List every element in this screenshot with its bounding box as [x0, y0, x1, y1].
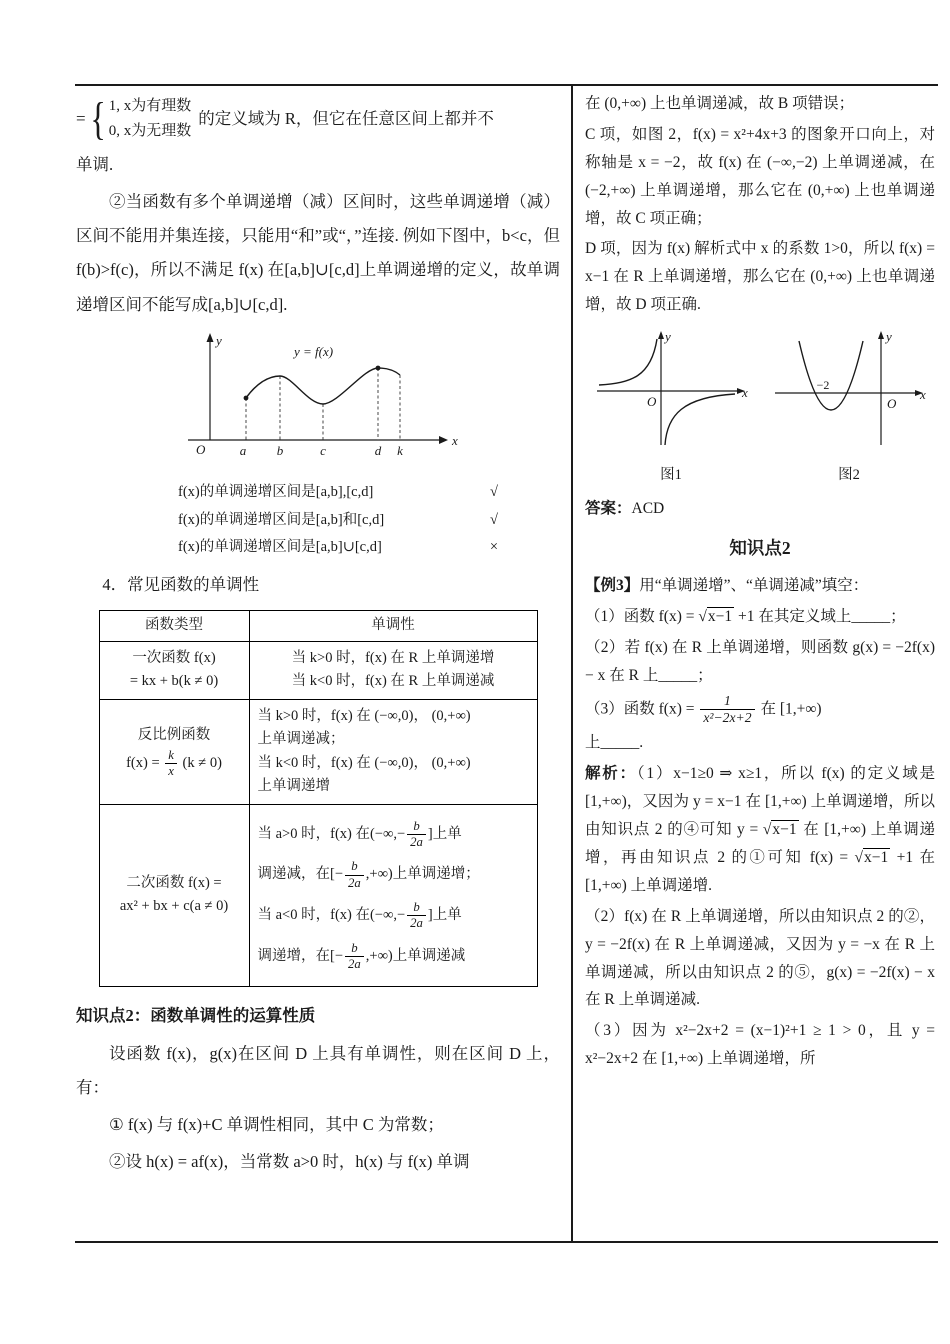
- option-b-paragraph: 在 (0,+∞) 上也单调递减，故 B 项错误；: [585, 95, 855, 112]
- table-header-function-type: 函数类型: [99, 611, 249, 641]
- left-column: [76, 94, 560, 1183]
- sqrt-sign: √: [698, 608, 707, 626]
- linear-type-line-2: = kx + b(k ≠ 0): [129, 673, 219, 690]
- statement-text: f(x)的单调递增区间是[a,b]和[c,d]: [178, 511, 385, 528]
- fraction-numerator: b: [407, 819, 426, 835]
- reciprocal-mono-line-2: 上单调递减；: [257, 731, 345, 748]
- figure-x-axis-label: x: [452, 433, 458, 449]
- fraction-one-over-quadratic: [700, 693, 754, 727]
- common-functions-heading: 4．常见函数的单调性: [102, 575, 260, 595]
- figure-tick-b: b: [276, 443, 284, 459]
- statement-mark: ×: [489, 539, 498, 556]
- sol1-b: 在 [1,+∞) 上单调递增，再由知识点 2 的①可知 f(x) =: [585, 821, 935, 866]
- reciprocal-formula-pre: f(x) =: [126, 754, 160, 771]
- quadratic-line-post: ]上单: [427, 907, 462, 924]
- reciprocal-mono-line-1: 当 k>0 时，f(x) 在 (−∞,0)， (0,+∞): [257, 707, 471, 724]
- solution-1-paragraph: [585, 760, 935, 899]
- square-root: [763, 820, 799, 838]
- reciprocal-mono-line-3: 当 k<0 时，f(x) 在 (−∞,0)， (0,+∞): [257, 754, 471, 771]
- fig2-origin-label: O: [886, 396, 896, 412]
- example-3-tag: 【例3】: [585, 577, 640, 595]
- answer-value: ACD: [631, 499, 665, 517]
- figure-2-caption: 图2: [838, 467, 860, 484]
- piecewise-definition: [76, 94, 560, 144]
- piecewise-cases: [109, 94, 192, 144]
- table-row-reciprocal: [99, 699, 537, 804]
- sol1-a: （1）x−1≥0 ⇒ x≥1，所以 f(x) 的定义域是 [1,+∞)，又因为 y = x−1 在 [1,+∞) 上单调递增，所以由知识点 2 的④可知 y =: [585, 765, 935, 839]
- fraction-denominator: 2a: [348, 875, 361, 890]
- sqrt-radicand: x−1: [864, 849, 889, 866]
- statement-text: f(x)的单调递增区间是[a,b]∪[c,d]: [178, 539, 382, 556]
- fig2-x-axis-label: x: [919, 387, 926, 403]
- figure-1-block: [587, 327, 755, 487]
- solution-2-paragraph: （2）f(x) 在 R 上单调递增，所以由知识点 2 的②，y = −2f(x) 在 R 上单调递减，又因为 y = −x 在 R 上单调递减，所以由知识点 2 的⑤，g(x) = −2f(x) − x 在 R 上单调递减.: [585, 907, 935, 1009]
- quadratic-mono-line-1: [258, 819, 529, 851]
- fig2-y-axis-label: y: [885, 329, 892, 345]
- monotonicity-table: [99, 610, 538, 987]
- reciprocal-monotonicity-cell: [249, 699, 537, 804]
- quadratic-line-post: ,+∞)上单调递减: [365, 947, 466, 964]
- table-header-row: [99, 611, 537, 641]
- answer-figures-row: [587, 327, 933, 487]
- right-column: [585, 90, 935, 1076]
- quadratic-type-line-2: ax² + bx + c(a ≠ 0): [119, 898, 229, 915]
- option-d-paragraph: D 项，因为 f(x) 解析式中 x 的系数 1>0，所以 f(x) = x−1 在 R 上单调递增，那么它在 (0,+∞) 上也单调递增，故 D 项正确.: [585, 240, 935, 314]
- figure-1-svg: [589, 327, 754, 453]
- interval-statements: [178, 479, 498, 562]
- sol1-c: +1 在 [1,+∞) 上单调递增.: [585, 849, 935, 894]
- fraction-denominator: 2a: [410, 916, 423, 931]
- function-graph-svg: [168, 328, 468, 463]
- quadratic-mono-line-3: [258, 900, 529, 932]
- piecewise-continuation: 单调.: [76, 154, 114, 174]
- linear-function-type-cell: [99, 641, 249, 699]
- figure-tick-c: c: [320, 443, 326, 459]
- figure-y-axis-label: y: [216, 333, 222, 349]
- fraction-numerator: b: [407, 900, 426, 916]
- sqrt-radicand: x−1: [707, 608, 733, 626]
- top-rule: [75, 84, 938, 86]
- reciprocal-mono-line-4: 上单调递增: [257, 778, 330, 795]
- quadratic-line-pre: 调递减，在[−: [257, 866, 344, 883]
- q3-pre: （3）函数 f(x) =: [585, 700, 699, 718]
- quadratic-line-pre: 当 a>0 时，f(x) 在(−∞,−: [257, 825, 406, 842]
- q1-post: +1 在其定义域上_____；: [734, 608, 906, 626]
- sqrt-radicand: x−1: [772, 821, 797, 839]
- fraction-b-over-2a: [407, 900, 426, 932]
- linear-type-line-1: 一次函数 f(x): [132, 649, 216, 666]
- statement-mark: √: [490, 484, 498, 501]
- figure-tick-k: k: [397, 443, 403, 459]
- figure-tick-a: a: [239, 443, 247, 459]
- example-3-text: 用“单调递增”、“单调递减”填空：: [639, 577, 869, 595]
- figure-1-caption: 图1: [660, 467, 682, 484]
- statement-text: f(x)的单调递增区间是[a,b],[c,d]: [178, 484, 374, 501]
- fraction-denominator: x: [168, 763, 174, 778]
- table-row-quadratic: [99, 804, 537, 987]
- figure-origin-label: O: [196, 442, 206, 458]
- piecewise-after-text: 的定义域为 R，但它在任意区间上都并不: [198, 109, 494, 129]
- square-root: [698, 607, 734, 625]
- bottom-rule: [75, 1241, 938, 1243]
- piecewise-case-1: 1, x为有理数: [108, 98, 192, 114]
- fraction-k-over-x: [165, 748, 177, 780]
- question-2: （2）若 f(x) 在 R 上单调递增，则函数 g(x) = −2f(x) − x 在 R 上_____；: [585, 638, 935, 684]
- quadratic-line-pre: 当 a<0 时，f(x) 在(−∞,−: [257, 907, 406, 924]
- fraction-numerator: b: [345, 941, 364, 957]
- quadratic-type-line-1: 二次函数 f(x) =: [126, 874, 222, 891]
- option-c-paragraph: C 项，如图 2，f(x) = x²+4x+3 的图象开口向上，对称轴是 x = −2，故 f(x) 在 (−∞,−2) 上单调递减，在 (−2,+∞) 上单调递增，那么它在 (0,+∞) 上也单调递增，故 C 项正确；: [585, 125, 935, 227]
- kp2-item-1: ① f(x) 与 f(x)+C 单调性相同，其中 C 为常数；: [109, 1115, 444, 1135]
- fig2-vertex-label: −2: [816, 378, 829, 393]
- fraction-b-over-2a: [345, 941, 364, 973]
- square-root: [855, 848, 891, 866]
- piecewise-case-2: 0, x为无理数: [108, 122, 192, 139]
- fig1-y-axis-label: y: [664, 329, 671, 345]
- linear-mono-line-2: 当 k<0 时，f(x) 在 R 上单调递减: [291, 673, 495, 690]
- fraction-numerator: k: [165, 748, 177, 764]
- answer-label: 答案：: [585, 499, 632, 517]
- kp2-item-2: ②设 h(x) = af(x)，当常数 a>0 时，h(x) 与 f(x) 单调: [109, 1152, 470, 1172]
- fraction-b-over-2a: [407, 819, 426, 851]
- quadratic-function-type-cell: [99, 804, 249, 987]
- fraction-denominator: 2a: [410, 835, 423, 850]
- quadratic-line-pre: 调递增，在[−: [257, 947, 344, 964]
- fig1-origin-label: O: [646, 394, 656, 410]
- fraction-numerator: b: [345, 859, 364, 875]
- linear-mono-line-1: 当 k>0 时，f(x) 在 R 上单调递增: [291, 649, 495, 666]
- reciprocal-type-line-1: 反比例函数: [137, 727, 211, 744]
- equals-sign: =: [76, 109, 86, 129]
- statement-row: [178, 534, 498, 562]
- linear-monotonicity-cell: [249, 641, 537, 699]
- fraction-denominator: 2a: [348, 956, 361, 971]
- quadratic-monotonicity-cell: [249, 804, 537, 987]
- sqrt-sign: √: [854, 849, 864, 866]
- figure-curve-label: y = f(x): [294, 344, 334, 360]
- example-3-paragraph: [585, 572, 935, 600]
- fraction-b-over-2a: [345, 859, 364, 891]
- reciprocal-type-line-2: [108, 748, 241, 780]
- knowledge-point-2-heading: 知识点2：函数单调性的运算性质: [76, 1006, 316, 1026]
- statement-row: [178, 507, 498, 535]
- quadratic-mono-line-4: [258, 941, 529, 973]
- reciprocal-function-type-cell: [99, 699, 249, 804]
- knowledge-point-2-title: 知识点2: [729, 537, 791, 558]
- statement-mark: √: [490, 511, 498, 528]
- solution-label: 解析：: [585, 765, 637, 783]
- question-3: [585, 693, 935, 727]
- quadratic-mono-line-2: [258, 859, 529, 891]
- question-3-continuation: 上_____.: [585, 734, 644, 752]
- table-header-monotonicity: 单调性: [249, 611, 537, 641]
- q3-mid: 在 [1,+∞): [756, 700, 822, 718]
- quadratic-line-post: ]上单: [427, 825, 462, 842]
- table-row-linear: [99, 641, 537, 699]
- reciprocal-formula-post: (k ≠ 0): [182, 754, 222, 771]
- q1-pre: （1）函数 f(x) =: [585, 608, 699, 626]
- brace-symbol: {: [89, 93, 106, 145]
- fig1-x-axis-label: x: [741, 385, 748, 401]
- figure-tick-d: d: [374, 443, 382, 459]
- answer-line: [585, 495, 935, 523]
- column-divider: [571, 84, 573, 1242]
- statement-row: [178, 479, 498, 507]
- question-1: [585, 603, 935, 631]
- figure-2-block: [765, 327, 933, 487]
- figure-2-svg: [767, 327, 932, 453]
- fraction-numerator: 1: [700, 693, 754, 710]
- kp2-intro-paragraph: 设函数 f(x)，g(x)在区间 D 上具有单调性，则在区间 D 上，有：: [76, 1043, 560, 1097]
- solution-3-paragraph: （3）因为 x²−2x+2 = (x−1)²+1 ≥ 1 > 0，且 y = x²−2x+2 在 [1,+∞) 上单调递增，所: [585, 1022, 935, 1068]
- quadratic-line-post: ,+∞)上单调递增；: [365, 866, 480, 883]
- fraction-denominator: x²−2x+2: [703, 710, 752, 726]
- sqrt-sign: √: [762, 821, 772, 839]
- union-note-paragraph: ②当函数有多个单调递增（减）区间时，这些单调递增（减）区间不能用并集连接，只能用“和”或“，”连接. 例如下图中，b<c，但 f(b)>f(c)，所以不满足 f(x) 在[a,b]∪[c,d]上单调递增的定义，故单调递增区间不能写成[a,b]∪[c,d].: [76, 191, 560, 314]
- monotonic-function-figure: [76, 328, 560, 475]
